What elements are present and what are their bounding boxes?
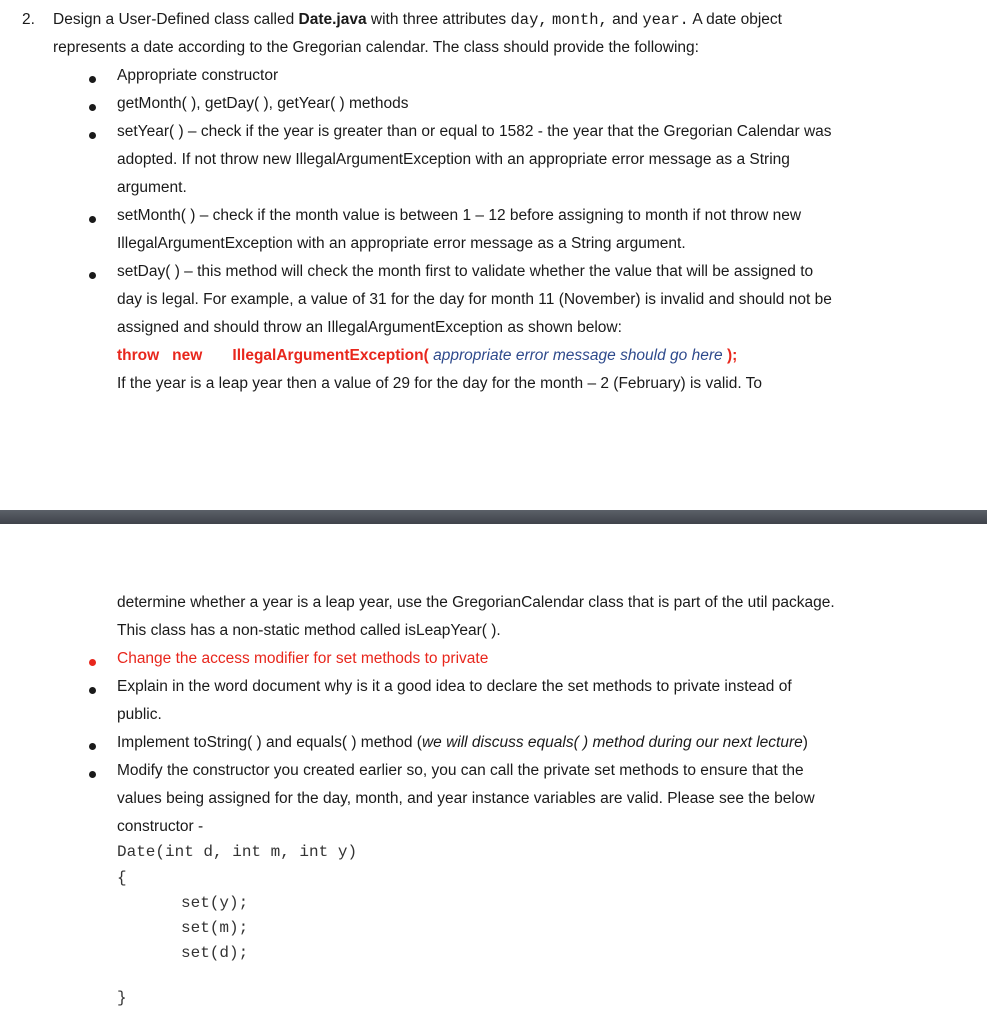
throw-statement: throw new IllegalArgumentException( appropriate error message should go here ); <box>117 347 738 364</box>
intro-line-1: Design a User-Defined class called Date.java with three attributes day, month, and year. A date object <box>53 11 782 29</box>
bullet-dot <box>89 216 96 223</box>
bullet-explain-line2: public. <box>117 706 162 723</box>
code-close-brace: } <box>117 989 127 1007</box>
code-set-d: set(d); <box>181 944 249 962</box>
bullet-explain-line1: Explain in the word document why is it a good idea to declare the set methods to private instead of <box>117 678 792 695</box>
bullet-tostring-equals: Implement toString( ) and equals( ) method (we will discuss equals( ) method during our next lecture) <box>117 734 808 751</box>
intro-line-2: represents a date according to the Gregorian calendar. The class should provide the following: <box>53 39 699 56</box>
bullet-dot <box>89 659 96 666</box>
bullet-getters: getMonth( ), getDay( ), getYear( ) methods <box>117 95 409 112</box>
code-signature: Date(int d, int m, int y) <box>117 843 358 861</box>
bullet-dot <box>89 76 96 83</box>
bullet-modify-line3: constructor - <box>117 818 204 835</box>
code-set-y: set(y); <box>181 894 249 912</box>
bullet-setmonth-line2: IllegalArgumentException with an appropriate error message as a String argument. <box>117 235 686 252</box>
leap-year-line: If the year is a leap year then a value of 29 for the day for the month – 2 (February) is valid. To <box>117 375 763 392</box>
bullet-modify-line2: values being assigned for the day, month, and year instance variables are valid. Please see the below <box>117 790 815 807</box>
continue-line2: This class has a non-static method called isLeapYear( ). <box>117 622 501 639</box>
bullet-dot <box>89 272 96 279</box>
bullet-setday-line2: day is legal. For example, a value of 31 for the day for month 11 (November) is invalid and should not be <box>117 291 832 308</box>
code-open-brace: { <box>117 869 127 887</box>
bullet-constructor: Appropriate constructor <box>117 67 279 84</box>
bullet-setday-line1: setDay( ) – this method will check the month first to validate whether the value that will be assigned to <box>117 263 814 280</box>
bullet-access-modifier: Change the access modifier for set methods to private <box>117 650 489 667</box>
bullet-setyear-line3: argument. <box>117 179 187 196</box>
bullet-setmonth-line1: setMonth( ) – check if the month value is between 1 – 12 before assigning to month if not throw new <box>117 207 802 224</box>
bullet-setyear-line2: adopted. If not throw new IllegalArgumentException with an appropriate error message as a String <box>117 151 790 168</box>
bullet-dot <box>89 687 96 694</box>
bullet-setday-line3: assigned and should throw an IllegalArgumentException as shown below: <box>117 319 622 336</box>
bullet-dot <box>89 743 96 750</box>
bullet-modify-line1: Modify the constructor you created earlier so, you can call the private set methods to ensure that the <box>117 762 804 779</box>
page-divider <box>0 510 987 524</box>
bullet-dot <box>89 771 96 778</box>
bullet-setyear-line1: setYear( ) – check if the year is greater than or equal to 1582 - the year that the Gregorian Calendar was <box>117 123 832 140</box>
bullet-dot <box>89 104 96 111</box>
bullet-dot <box>89 132 96 139</box>
continue-line1: determine whether a year is a leap year, use the GregorianCalendar class that is part of the util package. <box>117 594 835 611</box>
code-set-m: set(m); <box>181 919 249 937</box>
question-number: 2. <box>22 11 35 28</box>
